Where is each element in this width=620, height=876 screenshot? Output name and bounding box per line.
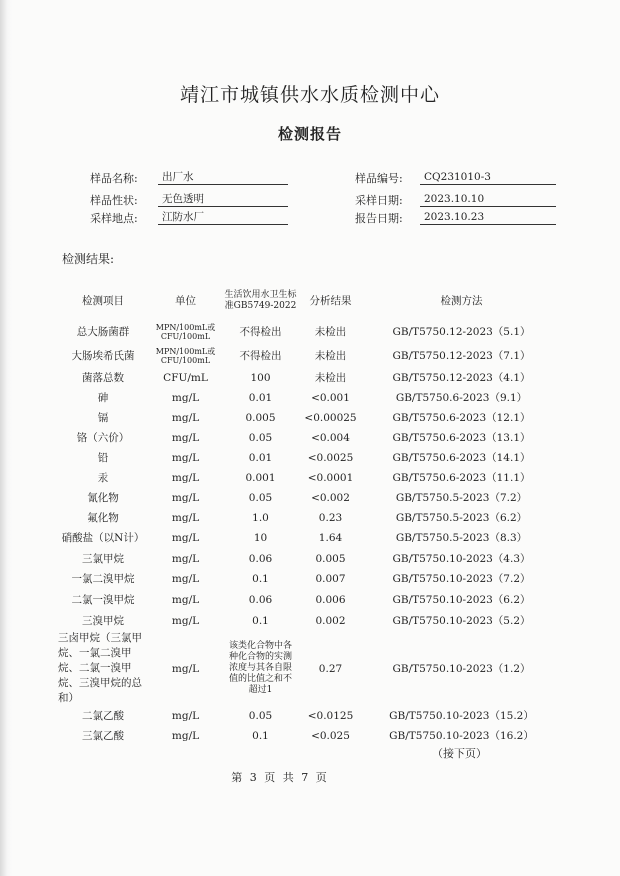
table-row <box>58 428 560 448</box>
row-standard: 0.005 <box>245 412 276 424</box>
table-row <box>58 569 560 589</box>
row-item: 一氯二溴甲烷 <box>71 573 135 585</box>
row-method: GB/T5750.10-2023（7.2） <box>392 573 531 585</box>
row-standard: 0.1 <box>252 573 269 585</box>
row-result: <0.002 <box>311 492 350 504</box>
report-date-label: 报告日期: <box>355 212 403 225</box>
report-date-value: 2023.10.23 <box>420 210 556 225</box>
row-unit: mg/L <box>171 512 200 524</box>
table-row <box>58 488 560 508</box>
row-result: <0.0125 <box>307 710 354 722</box>
row-unit: mg/L <box>171 730 200 742</box>
row-result: 未检出 <box>314 372 347 384</box>
sample-name-label: 样品名称: <box>90 172 138 185</box>
row-unit: MPN/100mL或CFU/100mL <box>155 323 216 341</box>
results-table <box>58 282 560 746</box>
row-result: <0.004 <box>311 432 350 444</box>
table-row <box>58 706 560 726</box>
row-unit: mg/L <box>171 573 200 585</box>
row-method: GB/T5750.6-2023（9.1） <box>395 392 528 404</box>
table-row <box>58 468 560 488</box>
row-result: <0.00025 <box>304 412 357 424</box>
sample-id-label: 样品编号: <box>355 172 403 185</box>
table-row <box>58 589 560 610</box>
row-unit: mg/L <box>171 492 200 504</box>
row-item: 二氯一溴甲烷 <box>71 593 135 606</box>
row-method: GB/T5750.10-2023（15.2） <box>389 710 534 722</box>
row-unit: mg/L <box>171 472 200 484</box>
sample-prop-value: 无色透明 <box>158 192 288 207</box>
row-result: 0.005 <box>315 552 346 565</box>
row-item: 三卤甲烷（三氯甲烷、一氯二溴甲烷、二氯一溴甲烷、三溴甲烷的总和） <box>58 632 142 704</box>
row-unit: mg/L <box>171 662 200 675</box>
row-method: GB/T5750.10-2023（6.2） <box>392 593 531 606</box>
table-row <box>58 388 560 408</box>
header-unit: 单位 <box>175 295 196 307</box>
row-item: 三溴甲烷 <box>82 614 124 627</box>
row-method: GB/T5750.10-2023（16.2） <box>389 730 534 742</box>
table-row <box>58 408 560 428</box>
table-row <box>58 368 560 388</box>
row-item: 汞 <box>97 472 109 484</box>
row-result: 1.64 <box>318 532 343 544</box>
row-unit: mg/L <box>171 452 200 464</box>
header-standard: 生活饮用水卫生标准GB5749-2022 <box>224 290 297 311</box>
row-result: 未检出 <box>314 326 347 338</box>
row-method: GB/T5750.10-2023（5.2） <box>392 614 531 627</box>
row-method: GB/T5750.5-2023（6.2） <box>395 512 528 524</box>
row-item: 硝酸盐（以N计） <box>61 532 145 544</box>
row-result: <0.001 <box>311 392 350 404</box>
table-row <box>58 548 560 569</box>
continued-note: （接下页） <box>432 747 487 760</box>
row-unit: mg/L <box>171 710 200 722</box>
row-method: GB/T5750.12-2023（5.1） <box>392 326 531 338</box>
header-method: 检测方法 <box>440 295 483 307</box>
sample-prop-label: 样品性状: <box>90 194 138 207</box>
row-item: 砷 <box>97 392 109 404</box>
table-header-row <box>58 282 560 320</box>
row-item: 镉 <box>97 412 109 424</box>
row-standard: 0.1 <box>252 730 269 742</box>
row-standard: 10 <box>253 532 268 544</box>
row-unit: CFU/mL <box>163 372 208 384</box>
row-item: 氟化物 <box>87 512 119 524</box>
row-method: GB/T5750.6-2023（14.1） <box>392 452 531 464</box>
table-row <box>58 320 560 344</box>
row-result: 0.007 <box>315 573 346 585</box>
row-method: GB/T5750.5-2023（7.2） <box>395 492 528 504</box>
row-method: GB/T5750.6-2023（11.1） <box>392 472 531 484</box>
row-standard: 0.06 <box>248 552 273 565</box>
row-unit: mg/L <box>171 412 200 424</box>
row-unit: mg/L <box>171 614 200 627</box>
row-item: 三氯甲烷 <box>82 552 124 565</box>
report-title: 检测报告 <box>277 125 342 143</box>
row-standard: 不得检出 <box>239 350 282 362</box>
row-method: GB/T5750.6-2023（12.1） <box>392 412 531 424</box>
row-unit: mg/L <box>171 593 200 606</box>
org-title: 靖江市城镇供水水质检测中心 <box>179 84 440 106</box>
row-method: GB/T5750.12-2023（7.1） <box>392 350 531 362</box>
row-standard: 0.05 <box>248 710 273 722</box>
sampling-date-value: 2023.10.10 <box>420 192 556 207</box>
row-standard: 100 <box>250 372 271 384</box>
row-method: GB/T5750.5-2023（8.3） <box>395 532 528 544</box>
row-item: 大肠埃希氏菌 <box>71 350 135 362</box>
row-result: <0.025 <box>311 730 350 742</box>
row-result: 0.006 <box>315 593 346 606</box>
row-standard: 0.05 <box>248 492 273 504</box>
row-standard: 0.01 <box>248 392 273 404</box>
row-item: 总大肠菌群 <box>76 326 130 338</box>
sampling-site-value: 江防水厂 <box>158 210 288 225</box>
row-method: GB/T5750.10-2023（1.2） <box>392 662 531 675</box>
row-item: 铅 <box>97 452 109 464</box>
row-item: 二氯乙酸 <box>82 710 124 722</box>
row-method: GB/T5750.10-2023（4.3） <box>392 552 531 565</box>
row-result: <0.0001 <box>307 472 354 484</box>
row-item: 铬（六价） <box>76 432 130 444</box>
row-item: 三氯乙酸 <box>82 730 124 742</box>
table-row <box>58 726 560 746</box>
row-standard: 0.1 <box>252 614 269 627</box>
row-item: 菌落总数 <box>82 372 124 384</box>
results-label: 检测结果: <box>62 252 115 266</box>
row-result: 0.23 <box>318 512 343 524</box>
table-row <box>58 528 560 548</box>
sampling-site-label: 采样地点: <box>90 212 138 225</box>
row-standard: 0.001 <box>245 472 276 484</box>
row-unit: MPN/100mL或CFU/100mL <box>155 347 216 365</box>
sample-name-value: 出厂水 <box>158 170 288 185</box>
row-unit: mg/L <box>171 552 200 565</box>
table-row <box>58 631 560 706</box>
row-standard: 0.05 <box>248 432 273 444</box>
row-result: 未检出 <box>314 350 347 362</box>
row-standard: 1.0 <box>252 512 269 524</box>
row-unit: mg/L <box>171 392 200 404</box>
row-result: <0.0025 <box>307 452 354 464</box>
row-standard: 0.01 <box>248 452 273 464</box>
table-row <box>58 344 560 368</box>
page-number: 第 3 页 共 7 页 <box>231 771 329 784</box>
row-standard: 该类化合物中各种化合物的实测浓度与其各自限值的比值之和不超过1 <box>229 641 293 695</box>
sample-id-value: CQ231010-3 <box>420 170 556 185</box>
row-method: GB/T5750.6-2023（13.1） <box>392 432 531 444</box>
header-result: 分析结果 <box>309 295 352 307</box>
sampling-date-label: 采样日期: <box>355 194 403 207</box>
row-standard: 不得检出 <box>239 326 282 338</box>
header-item: 检测项目 <box>82 295 124 307</box>
table-row <box>58 448 560 468</box>
row-item: 氰化物 <box>87 492 119 504</box>
row-result: 0.27 <box>318 662 343 675</box>
row-method: GB/T5750.12-2023（4.1） <box>392 372 531 384</box>
table-row <box>58 508 560 528</box>
table-row <box>58 610 560 631</box>
row-standard: 0.06 <box>248 593 273 606</box>
row-unit: mg/L <box>171 532 200 544</box>
row-result: 0.002 <box>315 614 346 627</box>
row-unit: mg/L <box>171 432 200 444</box>
